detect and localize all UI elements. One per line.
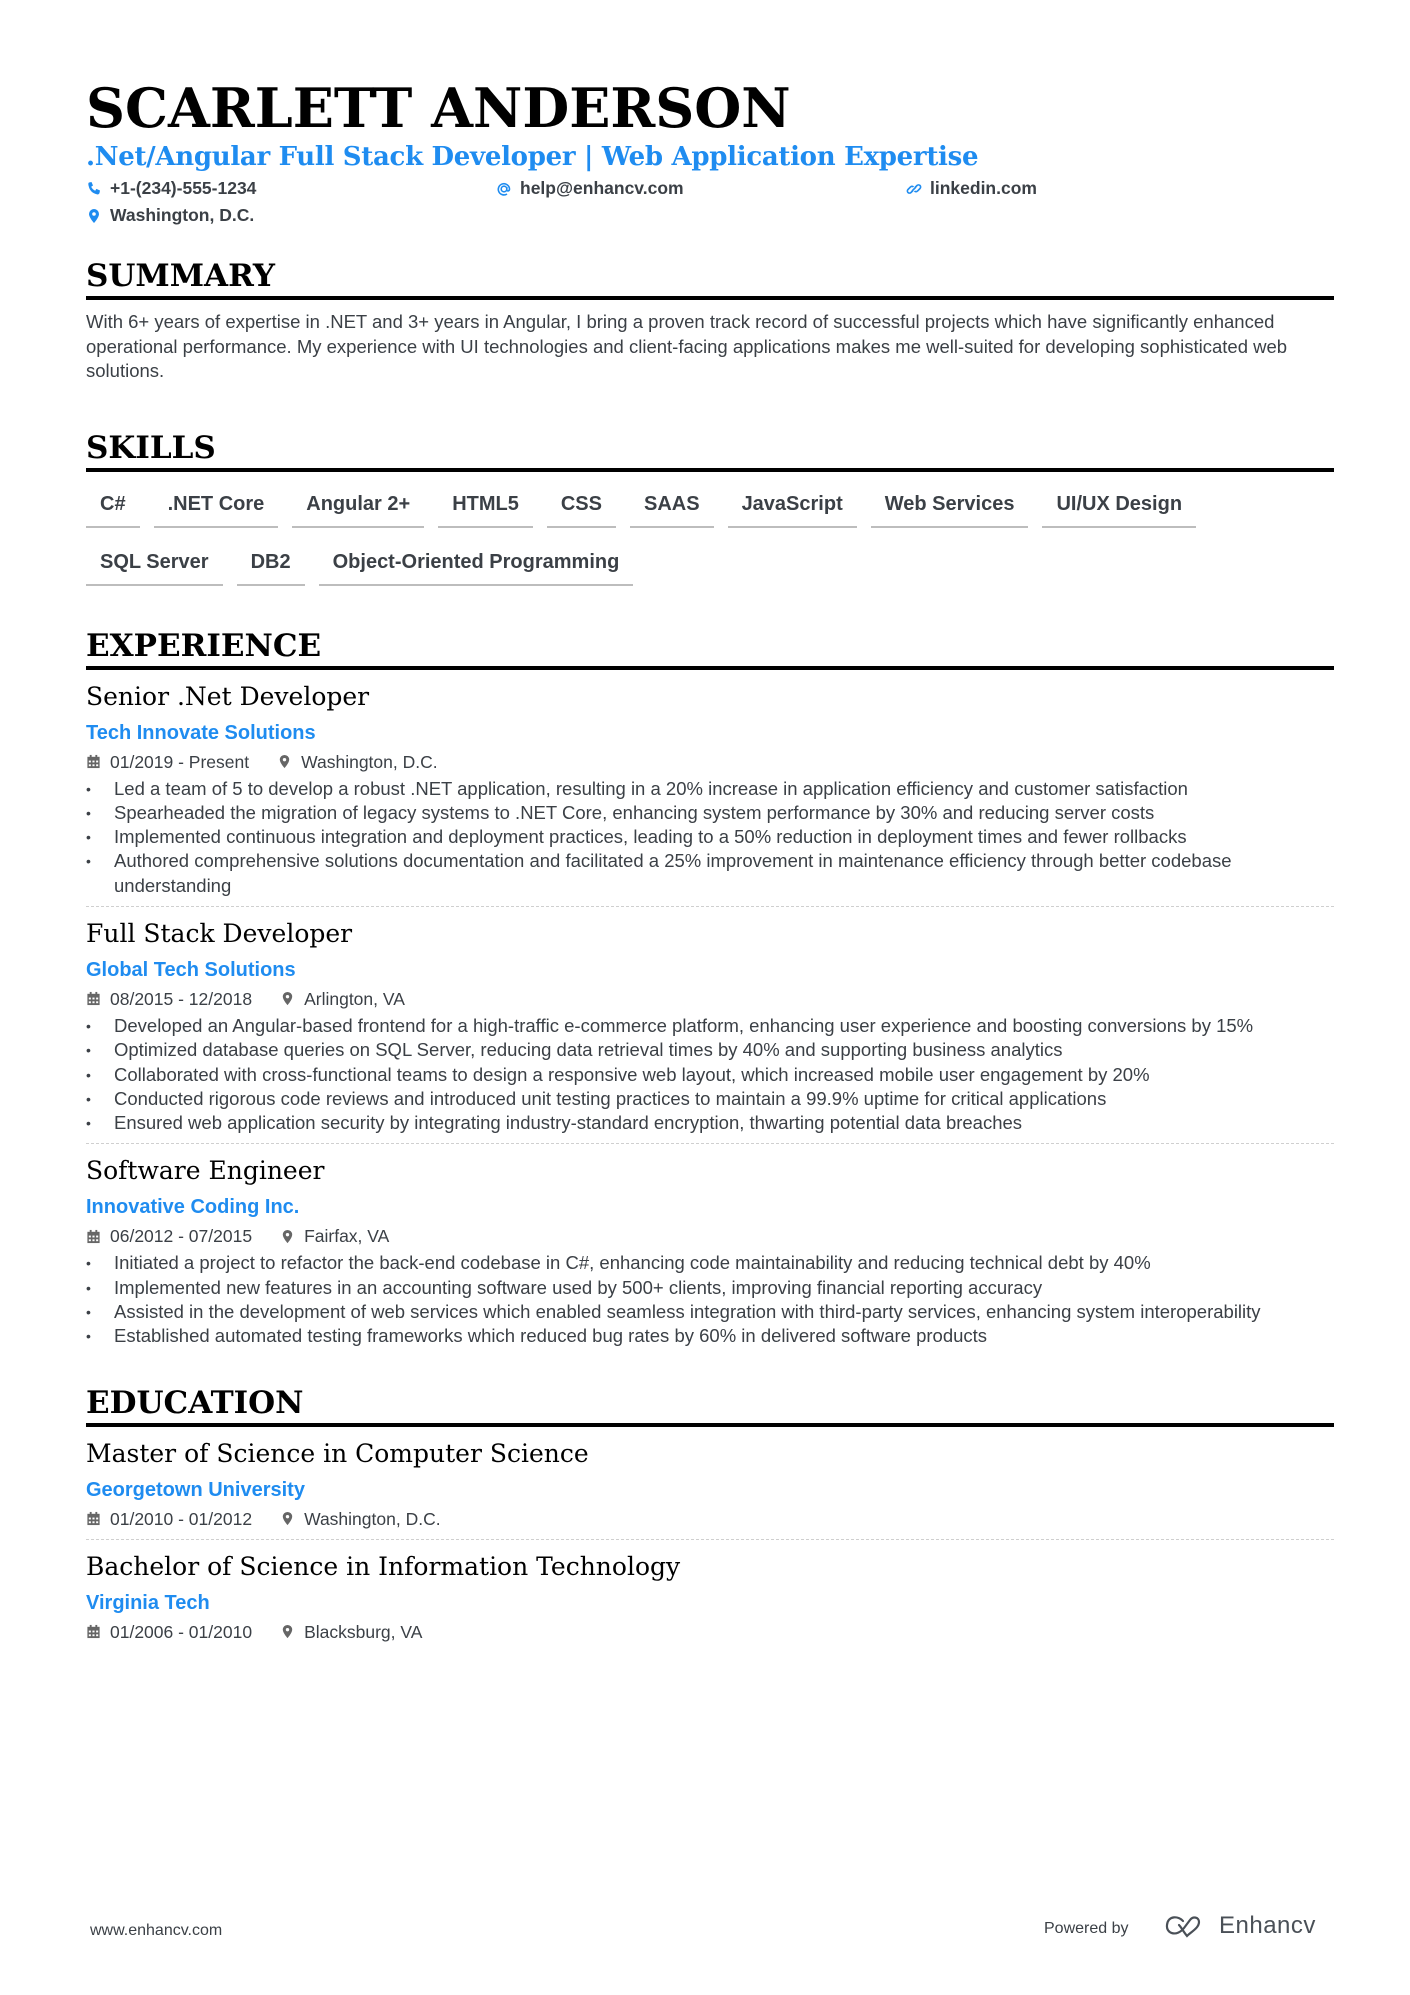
job-entry [86, 1144, 1334, 1356]
education-list [86, 1427, 1334, 1652]
skills-section [86, 428, 1334, 586]
job-location: Washington, D.C. [301, 751, 438, 772]
job-meta [86, 1224, 1334, 1248]
job-bullet: • Conducted rigorous code reviews and introduced unit testing practices to maintain a 99.9% uptime for critical applications [86, 1087, 1334, 1111]
calendar-icon [86, 1624, 101, 1639]
skill-tag: CSS [547, 484, 616, 528]
education-dates: 01/2006 - 01/2010 [110, 1621, 253, 1642]
degree: Bachelor of Science in Information Technology [86, 1551, 681, 1581]
skill-tag: UI/UX Design [1042, 484, 1196, 528]
job-bullet: • Implemented new features in an accounting software used by 500+ clients, improving financial reporting accuracy [86, 1276, 1334, 1300]
summary-text: With 6+ years of expertise in .NET and 3+ years in Angular, I bring a proven track record of successful projects which have significantly enhanced operational performance. My experience with UI technologies and client-facing applications makes me well-suited for developing sophisticated web solutions. [86, 311, 1288, 381]
skill-tag: Web Services [871, 484, 1029, 528]
skill-tag: C# [86, 484, 140, 528]
location-pin-icon [277, 754, 292, 769]
calendar-icon [86, 1229, 101, 1244]
job-bullet: • Initiated a project to refactor the back-end codebase in C#, enhancing code maintainability and reducing technical debt by 40% [86, 1251, 1334, 1275]
contact-location [86, 205, 496, 226]
education-meta [86, 1507, 1334, 1531]
location-text: Washington, D.C. [110, 205, 255, 225]
skill-tag: SQL Server [86, 542, 223, 586]
job-bullet: • Led a team of 5 to develop a robust .NET application, resulting in a 20% increase in application efficiency and customer satisfaction [86, 777, 1334, 801]
job-title: Full Stack Developer [86, 918, 353, 948]
company-name: Global Tech Solutions [86, 958, 296, 981]
contact-info [86, 178, 1334, 226]
candidate-title: .Net/Angular Full Stack Developer | Web Application Expertise [86, 142, 979, 172]
candidate-name: SCARLETT ANDERSON [86, 76, 791, 140]
job-meta [86, 750, 1334, 774]
job-bullet: • Spearheaded the migration of legacy systems to .NET Core, enhancing system performance by 30% and reducing server costs [86, 801, 1334, 825]
location-pin-icon [280, 1624, 295, 1639]
location-pin-icon [280, 991, 295, 1006]
at-icon [496, 181, 512, 197]
job-bullets [86, 777, 1334, 898]
education-section [86, 1383, 1334, 1652]
education-location: Blacksburg, VA [304, 1621, 423, 1642]
skill-tag: HTML5 [438, 484, 533, 528]
job-bullet: • Collaborated with cross-functional teams to design a responsive web layout, which increased mobile user engagement by 20% [86, 1063, 1334, 1087]
summary-section [86, 256, 1334, 384]
contact-link[interactable] [906, 178, 1316, 199]
job-entry [86, 670, 1334, 907]
job-bullet: • Optimized database queries on SQL Server, reducing data retrieval times by 40% and supporting business analytics [86, 1038, 1334, 1062]
job-dates: 06/2012 - 07/2015 [110, 1226, 253, 1247]
enhancv-logo-icon [1163, 1913, 1209, 1939]
location-pin-icon [280, 1511, 295, 1526]
job-title: Software Engineer [86, 1156, 325, 1186]
job-bullet: • Developed an Angular-based frontend for a high-traffic e-commerce platform, enhancing user experience and boosting conversions by 15% [86, 1014, 1334, 1038]
section-heading: EXPERIENCE [86, 626, 1334, 670]
company-name: Tech Innovate Solutions [86, 721, 316, 744]
section-heading: SUMMARY [86, 256, 1334, 300]
education-entry [86, 1427, 1334, 1540]
job-list [86, 670, 1334, 1357]
section-heading: EDUCATION [86, 1383, 1334, 1427]
calendar-icon [86, 754, 101, 769]
job-bullet: • Implemented continuous integration and deployment practices, leading to a 50% reduction in deployment times and fewer rollbacks [86, 825, 1334, 849]
job-location: Fairfax, VA [304, 1226, 390, 1247]
calendar-icon [86, 991, 101, 1006]
education-meta [86, 1620, 1334, 1644]
phone-icon [86, 181, 102, 197]
job-bullet: • Assisted in the development of web services which enabled seamless integration with third-party services, enhancing system interoperability [86, 1300, 1334, 1324]
school-name: Georgetown University [86, 1478, 305, 1501]
skill-tag: Object-Oriented Programming [319, 542, 634, 586]
phone-text: +1-(234)-555-1234 [110, 178, 257, 198]
enhancv-logo [1163, 1912, 1316, 1940]
skill-tag: .NET Core [154, 484, 279, 528]
brand-name: Enhancv [1219, 1912, 1316, 1939]
job-bullets [86, 1014, 1334, 1135]
contact-email[interactable] [496, 178, 906, 199]
job-title: Senior .Net Developer [86, 681, 370, 711]
skills-list [86, 484, 1334, 586]
job-location: Arlington, VA [304, 988, 405, 1009]
job-bullet: • Authored comprehensive solutions documentation and facilitated a 25% improvement in maintenance efficiency through better codebase understanding [86, 849, 1334, 898]
skill-tag: JavaScript [728, 484, 857, 528]
job-dates: 08/2015 - 12/2018 [110, 988, 253, 1009]
location-pin-icon [86, 208, 102, 224]
contact-phone [86, 178, 496, 199]
skill-tag: SAAS [630, 484, 714, 528]
skill-tag: DB2 [237, 542, 305, 586]
skill-tag: Angular 2+ [292, 484, 424, 528]
link-icon [906, 181, 922, 197]
school-name: Virginia Tech [86, 1591, 210, 1614]
experience-section [86, 626, 1334, 1357]
footer-url[interactable]: www.enhancv.com [90, 1922, 223, 1939]
job-bullet: • Established automated testing frameworks which reduced bug rates by 60% in delivered software products [86, 1324, 1334, 1348]
education-location: Washington, D.C. [304, 1508, 441, 1529]
link-text: linkedin.com [930, 178, 1037, 198]
company-name: Innovative Coding Inc. [86, 1196, 300, 1219]
location-pin-icon [280, 1229, 295, 1244]
education-dates: 01/2010 - 01/2012 [110, 1508, 253, 1529]
calendar-icon [86, 1511, 101, 1526]
job-meta [86, 987, 1334, 1011]
resume-page [86, 78, 1334, 1652]
education-entry [86, 1540, 1334, 1652]
job-entry [86, 907, 1334, 1144]
powered-by-text: Powered by [1044, 1920, 1129, 1937]
section-heading: SKILLS [86, 428, 1334, 472]
job-bullet: • Ensured web application security by integrating industry-standard encryption, thwarting potential data breaches [86, 1111, 1334, 1135]
job-dates: 01/2019 - Present [110, 751, 250, 772]
email-text: help@enhancv.com [520, 178, 684, 198]
degree: Master of Science in Computer Science [86, 1438, 589, 1468]
job-bullets [86, 1251, 1334, 1348]
